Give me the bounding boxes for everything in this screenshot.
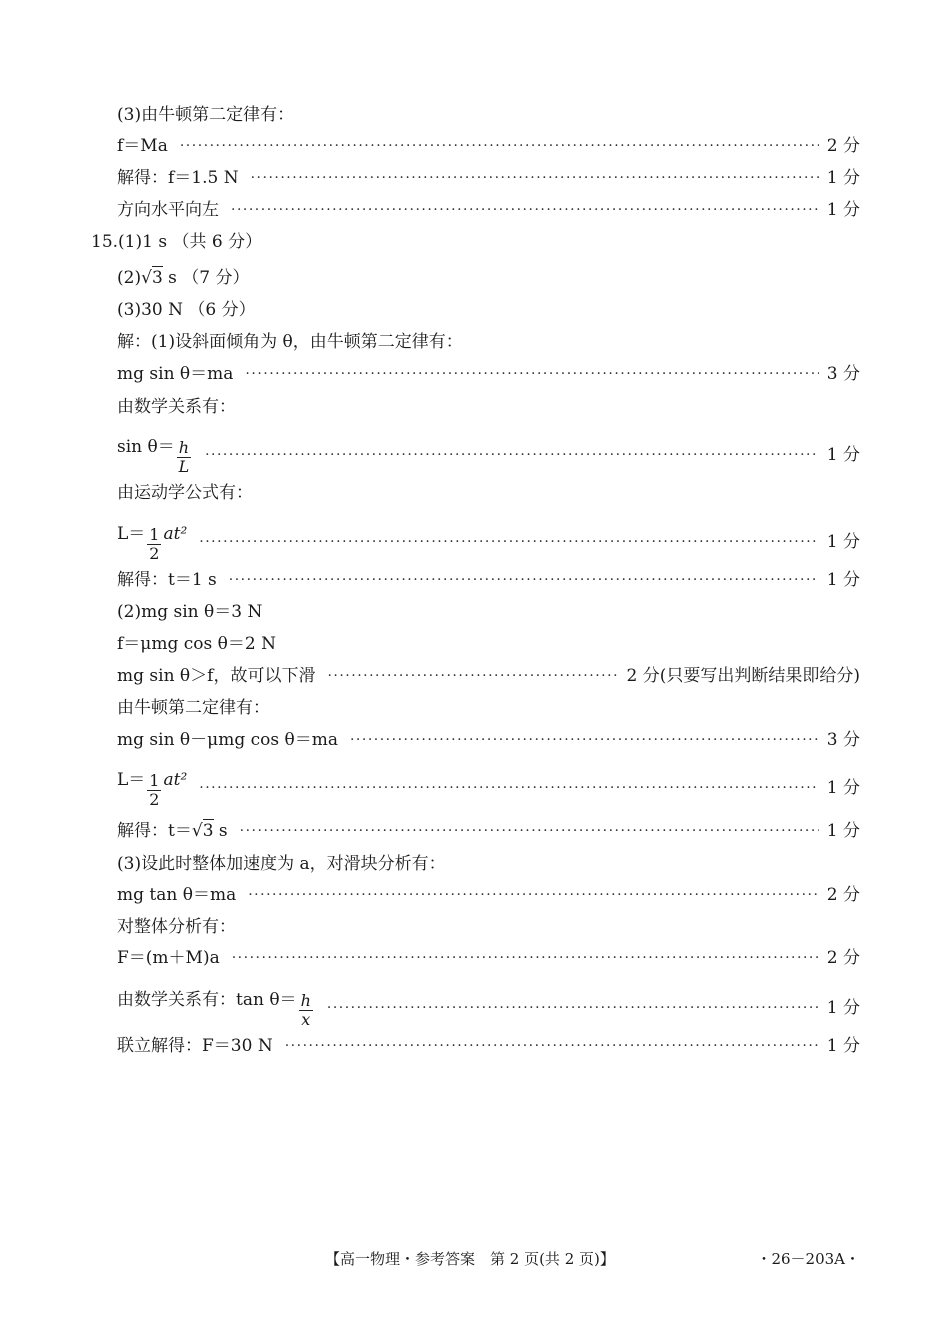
line-text: 15.(1)1 s （共 6 分） [91, 232, 263, 252]
line-expr: (2)√3 s （7 分） [117, 268, 250, 288]
score: 1 分 [826, 1036, 860, 1056]
score: 1 分 [826, 445, 860, 465]
leader-dots [285, 1038, 819, 1054]
line-text: f＝μmg cos θ＝2 N [117, 634, 276, 654]
line-equation [117, 363, 860, 385]
score: 1 分 [826, 570, 860, 590]
leader-dots [199, 780, 818, 796]
line-equation-fraction [117, 762, 860, 809]
line-equation-fraction [117, 982, 860, 1029]
expr-pre: 由数学关系有：tan θ＝ [117, 990, 297, 1010]
problem-15-answer-3 [117, 299, 860, 321]
line-expr [117, 429, 193, 476]
fraction-denominator: 2 [149, 790, 160, 809]
leader-dots [327, 668, 618, 684]
line-text-row [117, 601, 860, 623]
expr-post: at² [163, 770, 188, 790]
fraction-denominator: 2 [149, 544, 160, 563]
line-expr: 方向水平向左 [117, 200, 219, 220]
line-expr: mg tan θ＝ma [117, 885, 237, 905]
leader-dots [350, 732, 819, 748]
line-expr: 解得：t＝1 s [117, 570, 217, 590]
problem-15-answer-2 [117, 267, 860, 289]
score: 2 分 [826, 136, 860, 156]
line-equation [117, 820, 860, 842]
leader-dots [240, 823, 819, 839]
fraction [147, 772, 161, 809]
score: 2 分 [826, 948, 860, 968]
sqrt-radicand: 3 [202, 821, 214, 841]
fraction-numerator: h [300, 991, 311, 1010]
score: 1 分 [826, 200, 860, 220]
leader-dots [180, 138, 819, 154]
fraction-numerator: h [178, 438, 190, 457]
problem-15-answer-1 [91, 231, 860, 253]
leader-dots [199, 534, 818, 550]
line-3-heading [117, 104, 860, 126]
line-equation [117, 665, 860, 687]
line-expr: mg sin θ＝ma [117, 364, 234, 384]
line-expr: mg sin θ＞f，故可以下滑 [117, 666, 316, 686]
fraction-denominator: L [178, 457, 190, 476]
leader-dots [229, 572, 819, 588]
score: 1 分 [826, 778, 860, 798]
line-text-row [117, 916, 860, 938]
expr-pre: 解得：t＝ [117, 821, 192, 841]
line-expr: F＝(m＋M)a [117, 948, 220, 968]
leader-dots [205, 447, 819, 463]
line-text-row [117, 482, 860, 504]
line-text: (2)mg sin θ＝3 N [117, 602, 263, 622]
fraction [299, 992, 313, 1029]
expr-pre: sin θ＝ [117, 437, 175, 457]
leader-dots [251, 170, 819, 186]
line-text: 对整体分析有： [117, 917, 236, 937]
score: 2 分(只要写出判断结果即给分) [626, 666, 860, 686]
line-equation [117, 947, 860, 969]
expr-post: s [213, 821, 228, 841]
line-expr [117, 982, 315, 1029]
expr-post: at² [163, 524, 188, 544]
line-expr: 联立解得：F＝30 N [117, 1036, 273, 1056]
sqrt-radicand: 3 [151, 268, 163, 288]
leader-dots [232, 950, 819, 966]
expr-pre: (2) [117, 268, 142, 288]
line-expr: mg sin θ－μmg cos θ＝ma [117, 730, 338, 750]
line-text-row [117, 633, 860, 655]
line-text-row [117, 396, 860, 418]
line-equation [117, 729, 860, 751]
footer-code: ・26－203A・ [756, 1250, 860, 1268]
line-text: (3)30 N （6 分） [117, 300, 256, 320]
score: 1 分 [826, 532, 860, 552]
solution-heading [117, 331, 860, 353]
line-text: (3)由牛顿第二定律有： [117, 105, 295, 125]
line-expr: f＝Ma [117, 136, 168, 156]
fraction-denominator: x [301, 1010, 311, 1029]
line-equation [117, 199, 860, 221]
line-expr [117, 516, 188, 563]
line-equation-fraction [117, 516, 860, 563]
line-expr [117, 762, 188, 809]
line-equation [117, 135, 860, 157]
leader-dots [245, 366, 818, 382]
score: 3 分 [826, 730, 860, 750]
score: 2 分 [826, 885, 860, 905]
line-text: 由运动学公式有： [117, 483, 253, 503]
score: 3 分 [826, 364, 860, 384]
fraction-numerator: 1 [149, 771, 160, 790]
score: 1 分 [826, 998, 860, 1018]
leader-dots [248, 887, 819, 903]
expr-pre: L＝ [117, 524, 146, 544]
line-text: 由牛顿第二定律有： [117, 698, 270, 718]
line-text-row [117, 697, 860, 719]
score: 1 分 [826, 168, 860, 188]
score: 1 分 [826, 821, 860, 841]
line-equation [117, 884, 860, 906]
line-equation-fraction [117, 429, 860, 476]
expr-pre: L＝ [117, 770, 146, 790]
leader-dots [231, 202, 819, 218]
line-text: (3)设此时整体加速度为 a，对滑块分析有： [117, 854, 446, 874]
expr-post: s （7 分） [162, 268, 250, 288]
fraction [177, 439, 191, 476]
line-text-row [117, 853, 860, 875]
line-text: 解：(1)设斜面倾角为 θ，由牛顿第二定律有： [117, 332, 463, 352]
footer-title: 【高一物理・参考答案 第 2 页(共 2 页)】 [325, 1250, 615, 1268]
fraction [147, 526, 161, 563]
fraction-numerator: 1 [149, 525, 160, 544]
line-text: 由数学关系有： [117, 397, 236, 417]
line-equation [117, 167, 860, 189]
line-equation [117, 569, 860, 591]
leader-dots [327, 1000, 819, 1016]
line-expr: 解得：t＝√3 s [117, 821, 228, 841]
line-equation [117, 1035, 860, 1057]
line-expr: 解得：f＝1.5 N [117, 168, 239, 188]
